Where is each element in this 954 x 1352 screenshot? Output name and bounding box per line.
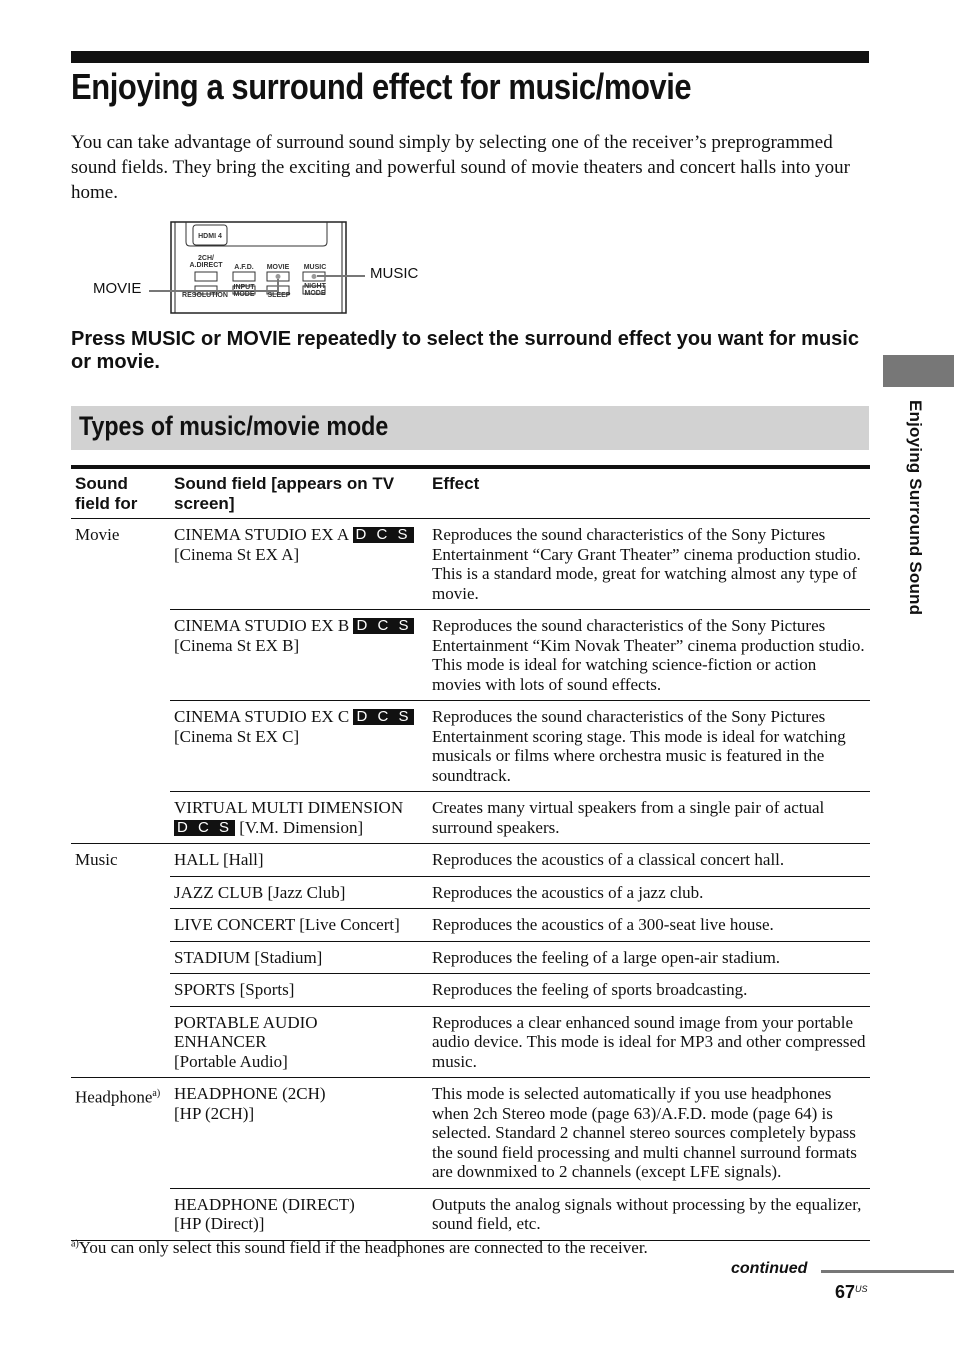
field-screen: [Portable Audio]: [174, 1051, 288, 1071]
group-label-text: Headphone: [75, 1087, 153, 1107]
header-sound-field: Sound field [appears on TV screen]: [170, 467, 428, 519]
effect-cell: Reproduces the feeling of a large open-air stadium.: [428, 941, 870, 974]
remote-key-night-mode: NIGHT MODE: [304, 283, 326, 297]
effect-cell: Reproduces the acoustics of a jazz club.: [428, 876, 870, 909]
field-screen: [HP (2CH)]: [174, 1103, 255, 1123]
field-cell: HALL [Hall]: [170, 844, 428, 877]
group-label-text: Music: [75, 850, 118, 869]
header-sound-field-for: Sound field for: [71, 467, 170, 519]
remote-key-resolution: RESOLUTION: [182, 292, 228, 299]
field-cell: [170, 1188, 428, 1240]
effect-cell: Reproduces the sound characteristics of the Sony Pictures Entertainment “Cary Grant Theater” cinema production studio. This is a standard mode, great for watching almost any type of movie.: [428, 519, 870, 610]
group-label: [71, 844, 170, 1078]
section-header: [71, 406, 869, 450]
section-title: Types of music/movie mode: [79, 411, 389, 441]
field-screen: [Cinema St EX B]: [174, 635, 300, 655]
field-name: CINEMA STUDIO EX B: [174, 616, 350, 635]
effect-cell: Reproduces the feeling of sports broadcasting.: [428, 974, 870, 1007]
field-name: PORTABLE AUDIO ENHANCER: [174, 1012, 318, 1051]
step-instruction: Press MUSIC or MOVIE repeatedly to select the surround effect you want for music or movie.: [71, 328, 859, 373]
continued-label: continued: [731, 1260, 808, 1277]
table-row: [71, 519, 870, 610]
footnote-mark: a): [71, 1238, 79, 1250]
group-label: [71, 519, 170, 844]
effect-cell: Reproduces the sound characteristics of the Sony Pictures Entertainment “Kim Novak Theater” cinema production studio. This mode is ideal for watching science-fiction or action movies with lots of sound effects.: [428, 610, 870, 701]
page-number: [835, 1282, 868, 1303]
remote-key-afd: A.F.D.: [234, 264, 254, 271]
field-cell: [170, 701, 428, 792]
table-row: [71, 701, 870, 792]
table-row: [71, 1188, 870, 1240]
dcs-badge: D C S: [353, 709, 414, 725]
field-cell: STADIUM [Stadium]: [170, 941, 428, 974]
table-row: [71, 610, 870, 701]
field-cell: [170, 1078, 428, 1189]
page-title: Enjoying a surround effect for music/movie: [71, 66, 692, 107]
remote-illustration: [60, 220, 440, 315]
page-suffix: US: [855, 1284, 868, 1294]
field-name: VIRTUAL MULTI DIMENSION: [174, 798, 404, 817]
table-row: [71, 1078, 870, 1189]
top-rule: [71, 51, 869, 63]
dcs-badge: D C S: [174, 820, 235, 836]
effect-cell: Outputs the analog signals without processing by the equalizer, sound field, etc.: [428, 1188, 870, 1240]
page-number-value: 67: [835, 1282, 856, 1302]
footnote-ref: a): [152, 1088, 161, 1099]
remote-key-input-mode: INPUT MODE: [233, 284, 255, 298]
effect-cell: Reproduces the acoustics of a classical concert hall.: [428, 844, 870, 877]
group-label-text: Movie: [75, 525, 120, 544]
field-name: CINEMA STUDIO EX C: [174, 707, 350, 726]
effect-cell: Reproduces a clear enhanced sound image from your portable audio device. This mode is ideal for MP3 and other compressed music.: [428, 1006, 870, 1078]
remote-key-movie: MOVIE: [266, 264, 290, 271]
field-cell: LIVE CONCERT [Live Concert]: [170, 909, 428, 942]
table-row: [71, 1006, 870, 1078]
footnote-text: You can only select this sound field if the headphones are connected to the receiver.: [78, 1238, 648, 1257]
field-cell: SPORTS [Sports]: [170, 974, 428, 1007]
table-row: [71, 909, 870, 942]
table-row: [71, 876, 870, 909]
field-name: CINEMA STUDIO EX A: [174, 525, 349, 544]
remote-key-music: MUSIC: [303, 264, 327, 271]
field-cell: JAZZ CLUB [Jazz Club]: [170, 876, 428, 909]
field-cell: [170, 610, 428, 701]
effect-cell: This mode is selected automatically if you use headphones when 2ch Stereo mode (page 63)/A.F.D. mode (page 64) is selected. Standard 2 channel stereo sources completely bypass the sound field processing and multi channel surround formats are downmixed to 2 channels (except LFE signals).: [428, 1078, 870, 1189]
movie-callout: MOVIE: [93, 280, 142, 297]
header-effect: Effect: [428, 467, 870, 519]
table-row: [71, 844, 870, 877]
field-screen: [V.M. Dimension]: [239, 817, 364, 837]
field-screen: [Cinema St EX A]: [174, 544, 300, 564]
field-screen: [Cinema St EX C]: [174, 726, 300, 746]
effect-cell: Reproduces the sound characteristics of the Sony Pictures Entertainment scoring stage. This mode is ideal for watching musicals or films where orchestra music is featured in the soundtrack.: [428, 701, 870, 792]
table-row: [71, 974, 870, 1007]
field-name: HEADPHONE (DIRECT): [174, 1194, 355, 1214]
dcs-badge: D C S: [353, 527, 414, 543]
remote-key-direct: 2CH/ A.DIRECT: [189, 255, 223, 269]
group-label: [71, 1078, 170, 1241]
intro-paragraph: You can take advantage of surround sound simply by selecting one of the receiver’s preprogrammed sound fields. They bring the exciting and powerful sound of movie theaters and concert halls into your home.: [71, 132, 850, 203]
remote-key-hdmi4: HDMI 4: [198, 233, 222, 240]
side-tab-label: Enjoying Surround Sound: [906, 400, 925, 616]
field-cell: [170, 519, 428, 610]
field-cell: [170, 1006, 428, 1078]
effect-cell: Creates many virtual speakers from a single pair of actual surround speakers.: [428, 792, 870, 844]
side-tab-marker: [883, 355, 954, 387]
remote-key-sleep: SLEEP: [267, 292, 291, 299]
table-row: [71, 941, 870, 974]
dcs-badge: D C S: [353, 618, 414, 634]
table-header-row: [71, 467, 870, 519]
effect-cell: Reproduces the acoustics of a 300-seat live house.: [428, 909, 870, 942]
sound-field-table: [71, 465, 870, 1241]
music-callout: MUSIC: [370, 265, 419, 282]
field-name: HEADPHONE (2CH): [174, 1084, 326, 1103]
field-cell: [170, 792, 428, 844]
footnote: [71, 1238, 648, 1258]
table-row: [71, 792, 870, 844]
continued-rule: [821, 1270, 954, 1273]
field-screen: [HP (Direct)]: [174, 1214, 265, 1233]
